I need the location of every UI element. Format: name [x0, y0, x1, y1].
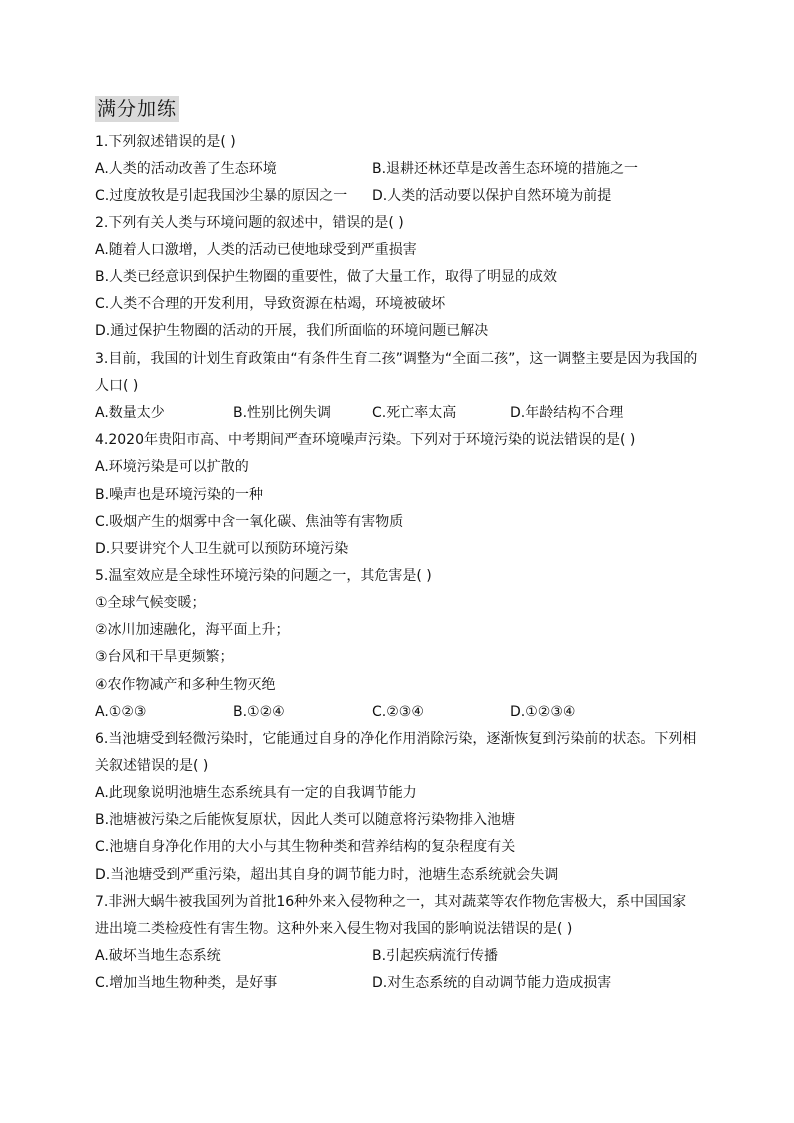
q1-option-d: D.人类的活动要以保护自然环境为前提: [372, 188, 612, 204]
q3-option-d: D.年龄结构不合理: [510, 405, 624, 421]
q1-option-b: B.退耕还林还草是改善生态环境的措施之一: [372, 161, 639, 177]
q4-option-d: D.只要讲究个人卫生就可以预防环境污染: [95, 541, 349, 557]
q3-option-a: A.数量太少: [95, 405, 165, 421]
q7-option-d: D.对生态系统的自动调节能力造成损害: [372, 975, 612, 991]
q2-option-c: C.人类不合理的开发利用，导致资源在枯竭，环境被破坏: [95, 296, 446, 312]
q7-stem-line1: 7.非洲大蜗牛被我国列为首批16种外来入侵物种之一，其对蔬菜等农作物危害极大，系中国国家: [95, 894, 687, 910]
q6-stem-line1: 6.当池塘受到轻微污染时，它能通过自身的净化作用消除污染，逐渐恢复到污染前的状态。下列相: [95, 731, 697, 747]
q2-option-d: D.通过保护生物圈的活动的开展，我们所面临的环境问题已解决: [95, 323, 489, 339]
q1-option-c: C.过度放牧是引起我国沙尘暴的原因之一: [95, 188, 348, 204]
q3-option-b: B.性别比例失调: [233, 405, 332, 421]
q3-stem-line1: 3.目前，我国的计划生育政策由“有条件生育二孩”调整为“全面二孩”，这一调整主要是因为我国的: [95, 351, 698, 367]
q7-option-a: A.破坏当地生态系统: [95, 948, 221, 964]
q6-option-c: C.池塘自身净化作用的大小与其生物种类和营养结构的复杂程度有关: [95, 839, 516, 855]
q2-option-b: B.人类已经意识到保护生物圈的重要性，做了大量工作，取得了明显的成效: [95, 269, 558, 285]
q1-stem: 1.下列叙述错误的是( ): [95, 134, 236, 150]
q5-option-d: D.①②③④: [510, 704, 576, 720]
q4-option-a: A.环境污染是可以扩散的: [95, 459, 249, 475]
q2-option-a: A.随着人口激增，人类的活动已使地球受到严重损害: [95, 242, 417, 258]
q5-item-1: ①全球气候变暖；: [95, 595, 206, 611]
q6-option-b: B.池塘被污染之后能恢复原状，因此人类可以随意将污染物排入池塘: [95, 812, 516, 828]
section-title: 满分加练: [97, 98, 178, 120]
q7-option-c: C.增加当地生物种类，是好事: [95, 975, 278, 991]
q6-option-a: A.此现象说明池塘生态系统具有一定的自我调节能力: [95, 785, 417, 801]
q2-stem: 2.下列有关人类与环境问题的叙述中，错误的是( ): [95, 215, 404, 231]
q5-stem: 5.温室效应是全球性环境污染的问题之一，其危害是( ): [95, 568, 432, 584]
q4-option-b: B.噪声也是环境污染的一种: [95, 487, 264, 503]
q5-item-2: ②冰川加速融化，海平面上升；: [95, 622, 290, 638]
q1-option-a: A.人类的活动改善了生态环境: [95, 161, 277, 177]
q4-option-c: C.吸烟产生的烟雾中含一氧化碳、焦油等有害物质: [95, 514, 404, 530]
q5-item-4: ④农作物减产和多种生物灭绝: [95, 677, 276, 693]
q3-option-c: C.死亡率太高: [372, 405, 457, 421]
q7-stem-line2: 进出境二类检疫性有害生物。这种外来入侵生物对我国的影响说法错误的是( ): [95, 921, 573, 937]
q5-option-c: C.②③④: [372, 704, 424, 720]
q4-stem: 4.2020年贵阳市高、中考期间严查环境噪声污染。下列对于环境污染的说法错误的是( ): [95, 432, 636, 448]
q6-option-d: D.当池塘受到严重污染，超出其自身的调节能力时，池塘生态系统就会失调: [95, 867, 559, 883]
q3-stem-line2: 人口( ): [95, 378, 139, 394]
q5-option-a: A.①②③: [95, 704, 147, 720]
q7-option-b: B.引起疾病流行传播: [372, 948, 499, 964]
q6-stem-line2: 关叙述错误的是( ): [95, 758, 209, 774]
q5-item-3: ③台风和干旱更频繁；: [95, 649, 234, 665]
q5-option-b: B.①②④: [233, 704, 285, 720]
